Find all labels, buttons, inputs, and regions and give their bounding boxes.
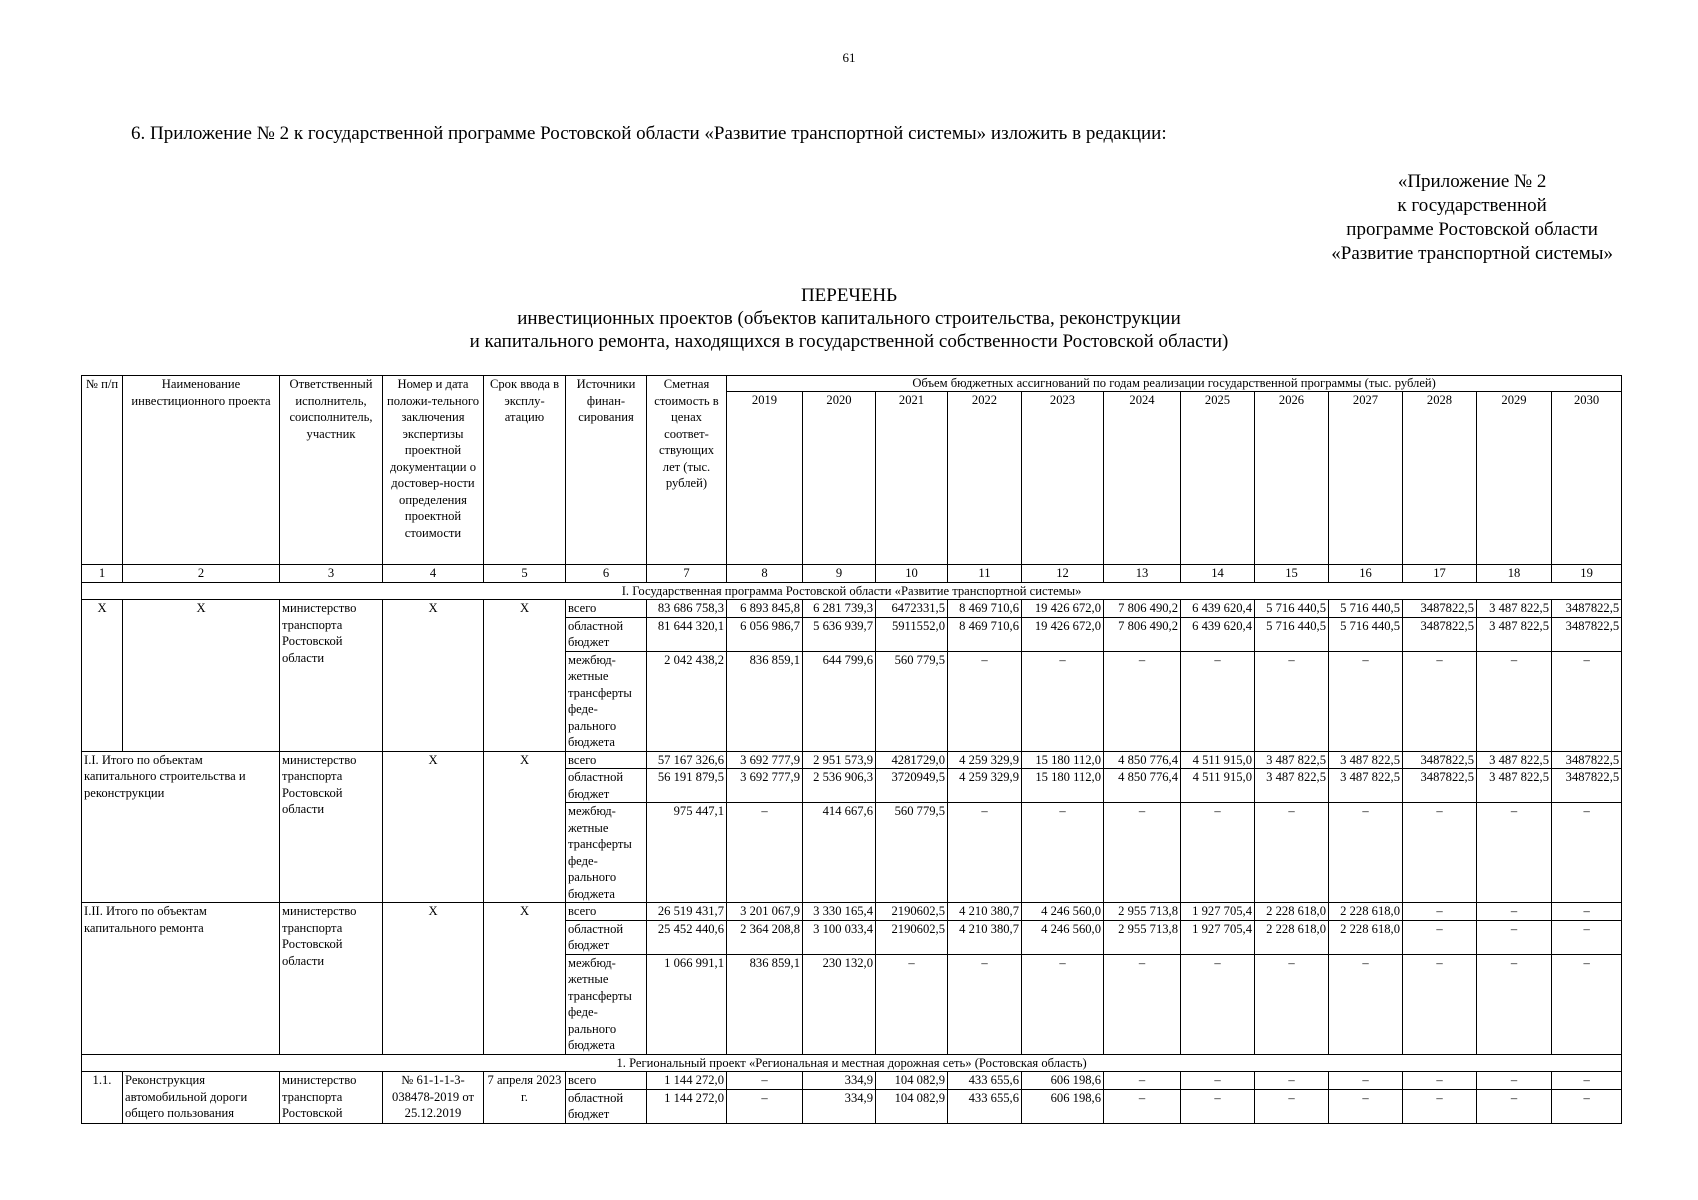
cell-amount: – xyxy=(1329,651,1403,751)
cell-amount: 104 082,9 xyxy=(876,1089,948,1123)
cell-amount: – xyxy=(1477,920,1552,954)
cell-amount: 5 716 440,5 xyxy=(1329,600,1403,618)
column-number: 11 xyxy=(948,565,1022,583)
cell-funding-source: межбюд-жетные трансферты феде-рального бюджета xyxy=(566,651,647,751)
cell-funding-source: областной бюджет xyxy=(566,1089,647,1123)
cell-amount: 3 100 033,4 xyxy=(803,920,876,954)
cell-amount: 4 850 776,4 xyxy=(1104,751,1181,769)
cell-name: I.II. Итого по объектам капитального ремонта xyxy=(82,903,280,1055)
cell-amount: – xyxy=(1255,651,1329,751)
title-heading: ПЕРЕЧЕНЬ xyxy=(800,285,898,306)
cell-amount: 2 228 618,0 xyxy=(1329,903,1403,921)
cell-amount: – xyxy=(1104,954,1181,1054)
column-number: 2 xyxy=(123,565,280,583)
cell-amount: 2 228 618,0 xyxy=(1255,903,1329,921)
cell-amount: 606 198,6 xyxy=(1022,1072,1104,1090)
cell-amount: 15 180 112,0 xyxy=(1022,769,1104,803)
cell-commissioning: X xyxy=(484,600,566,752)
cell-amount: – xyxy=(1552,1089,1622,1123)
cell-funding-source: межбюд-жетные трансферты феде-рального бюджета xyxy=(566,803,647,903)
cell-amount: 5 716 440,5 xyxy=(1329,617,1403,651)
cell-amount: 836 859,1 xyxy=(727,651,803,751)
header-year: 2022 xyxy=(948,392,1022,565)
table-row xyxy=(82,751,1622,769)
column-number: 8 xyxy=(727,565,803,583)
header-year: 2021 xyxy=(876,392,948,565)
cell-amount: – xyxy=(1022,651,1104,751)
cell-amount: 414 667,6 xyxy=(803,803,876,903)
section-program-row xyxy=(82,582,1622,600)
cell-amount: 836 859,1 xyxy=(727,954,803,1054)
cell-amount: 2 364 208,8 xyxy=(727,920,803,954)
cell-amount: 3 487 822,5 xyxy=(1329,751,1403,769)
cell-amount: – xyxy=(1022,803,1104,903)
cell-amount: – xyxy=(876,954,948,1054)
cell-amount: 15 180 112,0 xyxy=(1022,751,1104,769)
appendix-note xyxy=(1331,170,1613,266)
header-name: Наименование инвестиционного проекта xyxy=(123,376,280,565)
table-header xyxy=(82,376,1622,565)
cell-amount: – xyxy=(1104,651,1181,751)
cell-amount: 606 198,6 xyxy=(1022,1089,1104,1123)
column-number: 7 xyxy=(647,565,727,583)
cell-amount: 3487822,5 xyxy=(1552,769,1622,803)
table-body xyxy=(82,565,1622,1124)
cell-amount: 2 042 438,2 xyxy=(647,651,727,751)
cell-amount: 3720949,5 xyxy=(876,769,948,803)
cell-amount: 1 144 272,0 xyxy=(647,1072,727,1090)
cell-expertise: № 61-1-1-3-038478-2019 от 25.12.2019 xyxy=(383,1072,484,1124)
cell-amount: 2 955 713,8 xyxy=(1104,920,1181,954)
page-number: 61 xyxy=(842,50,856,65)
cell-amount: – xyxy=(1181,1072,1255,1090)
header-year: 2023 xyxy=(1022,392,1104,565)
cell-amount: – xyxy=(1552,920,1622,954)
section-project-row-cell: 1. Региональный проект «Региональная и местная дорожная сеть» (Ростовская область) xyxy=(82,1054,1622,1072)
cell-funding-source: межбюд-жетные трансферты феде-рального бюджета xyxy=(566,954,647,1054)
cell-amount: 1 927 705,4 xyxy=(1181,920,1255,954)
cell-amount: 6 281 739,3 xyxy=(803,600,876,618)
header-year: 2019 xyxy=(727,392,803,565)
cell-amount: 3487822,5 xyxy=(1403,600,1477,618)
cell-amount: – xyxy=(1403,1072,1477,1090)
cell-amount: 433 655,6 xyxy=(948,1089,1022,1123)
cell-amount: – xyxy=(1477,1089,1552,1123)
cell-amount: 560 779,5 xyxy=(876,651,948,751)
cell-amount: – xyxy=(1022,954,1104,1054)
cell-amount: – xyxy=(1403,920,1477,954)
header-year: 2020 xyxy=(803,392,876,565)
column-number: 6 xyxy=(566,565,647,583)
header-estimate: Сметная стоимость в ценах соответ-ствующих лет (тыс. рублей) xyxy=(647,376,727,565)
cell-amount: 5911552,0 xyxy=(876,617,948,651)
cell-amount: 7 806 490,2 xyxy=(1104,617,1181,651)
cell-amount: – xyxy=(1552,803,1622,903)
header-executor: Ответственный исполнитель, соисполнитель, участник xyxy=(280,376,383,565)
cell-amount: – xyxy=(1552,903,1622,921)
cell-amount: 5 716 440,5 xyxy=(1255,600,1329,618)
column-number: 3 xyxy=(280,565,383,583)
cell-amount: 3 487 822,5 xyxy=(1255,769,1329,803)
cell-amount: 1 927 705,4 xyxy=(1181,903,1255,921)
cell-executor: министерство транспорта Ростовской области xyxy=(280,751,383,903)
cell-amount: 3 692 777,9 xyxy=(727,769,803,803)
cell-executor: министерство транспорта Ростовской области xyxy=(280,903,383,1055)
cell-no: 1.1. xyxy=(82,1072,123,1124)
cell-amount: – xyxy=(1255,954,1329,1054)
cell-amount: – xyxy=(1477,651,1552,751)
header-year: 2028 xyxy=(1403,392,1477,565)
column-number: 12 xyxy=(1022,565,1104,583)
cell-funding-source: областной бюджет xyxy=(566,920,647,954)
cell-amount: 6 439 620,4 xyxy=(1181,617,1255,651)
cell-amount: – xyxy=(1477,1072,1552,1090)
cell-amount: 3487822,5 xyxy=(1552,600,1622,618)
header-year: 2030 xyxy=(1552,392,1622,565)
cell-amount: 4 210 380,7 xyxy=(948,903,1022,921)
appendix-note-line: программе Ростовской области xyxy=(1346,219,1598,240)
header-no: № п/п xyxy=(82,376,123,565)
cell-amount: 26 519 431,7 xyxy=(647,903,727,921)
cell-amount: 3487822,5 xyxy=(1403,617,1477,651)
appendix-note-line: к государственной xyxy=(1397,195,1547,216)
cell-amount: 975 447,1 xyxy=(647,803,727,903)
cell-amount: – xyxy=(1329,1072,1403,1090)
cell-commissioning: 7 апреля 2023 г. xyxy=(484,1072,566,1124)
cell-amount: 3487822,5 xyxy=(1552,751,1622,769)
cell-amount: 4 210 380,7 xyxy=(948,920,1022,954)
cell-amount: – xyxy=(1181,803,1255,903)
title-line-1: инвестиционных проектов (объектов капитального строительства, реконструкции xyxy=(517,308,1181,329)
cell-amount: 3487822,5 xyxy=(1552,617,1622,651)
cell-amount: – xyxy=(1403,954,1477,1054)
cell-amount: 3 487 822,5 xyxy=(1477,600,1552,618)
cell-amount: – xyxy=(727,803,803,903)
cell-amount: 3 487 822,5 xyxy=(1329,769,1403,803)
cell-amount: – xyxy=(1104,803,1181,903)
cell-amount: – xyxy=(1403,803,1477,903)
cell-amount: – xyxy=(727,1072,803,1090)
cell-amount: 4281729,0 xyxy=(876,751,948,769)
cell-amount: 334,9 xyxy=(803,1089,876,1123)
cell-amount: 6 893 845,8 xyxy=(727,600,803,618)
header-expertise: Номер и дата положи-тельного заключения экспертизы проектной документации о достовер-ности определения проектной стоимости xyxy=(383,376,484,565)
cell-amount: 19 426 672,0 xyxy=(1022,600,1104,618)
cell-amount: 3487822,5 xyxy=(1403,769,1477,803)
cell-amount: – xyxy=(1477,903,1552,921)
cell-funding-source: областной бюджет xyxy=(566,617,647,651)
column-number: 9 xyxy=(803,565,876,583)
cell-expertise: X xyxy=(383,751,484,903)
cell-amount: – xyxy=(1255,803,1329,903)
cell-amount: – xyxy=(1104,1089,1181,1123)
cell-amount: 6 056 986,7 xyxy=(727,617,803,651)
cell-amount: 6472331,5 xyxy=(876,600,948,618)
cell-amount: 230 132,0 xyxy=(803,954,876,1054)
cell-amount: 3 487 822,5 xyxy=(1477,769,1552,803)
cell-amount: – xyxy=(1181,954,1255,1054)
cell-no: X xyxy=(82,600,123,752)
table-row xyxy=(82,1072,1622,1090)
column-number: 19 xyxy=(1552,565,1622,583)
cell-funding-source: всего xyxy=(566,903,647,921)
column-number: 18 xyxy=(1477,565,1552,583)
table-row xyxy=(82,600,1622,618)
header-commissioning: Срок ввода в эксплу-атацию xyxy=(484,376,566,565)
cell-amount: 4 246 560,0 xyxy=(1022,920,1104,954)
cell-funding-source: всего xyxy=(566,600,647,618)
cell-funding-source: областной бюджет xyxy=(566,769,647,803)
cell-amount: – xyxy=(1552,1072,1622,1090)
cell-amount: 83 686 758,3 xyxy=(647,600,727,618)
cell-amount: – xyxy=(1255,1072,1329,1090)
column-number: 5 xyxy=(484,565,566,583)
cell-amount: 3 692 777,9 xyxy=(727,751,803,769)
cell-name: X xyxy=(123,600,280,752)
header-sources: Источники финан-сирования xyxy=(566,376,647,565)
column-number: 14 xyxy=(1181,565,1255,583)
column-number: 13 xyxy=(1104,565,1181,583)
cell-amount: 560 779,5 xyxy=(876,803,948,903)
appendix-note-line: «Развитие транспортной системы» xyxy=(1331,243,1613,264)
cell-amount: 3487822,5 xyxy=(1403,751,1477,769)
document-title xyxy=(0,284,1698,353)
cell-amount: – xyxy=(1403,651,1477,751)
cell-amount: 433 655,6 xyxy=(948,1072,1022,1090)
cell-amount: 5 716 440,5 xyxy=(1255,617,1329,651)
cell-funding-source: всего xyxy=(566,1072,647,1090)
cell-amount: – xyxy=(1552,651,1622,751)
cell-amount: 1 144 272,0 xyxy=(647,1089,727,1123)
cell-amount: 3 201 067,9 xyxy=(727,903,803,921)
cell-commissioning: X xyxy=(484,751,566,903)
cell-amount: 4 511 915,0 xyxy=(1181,751,1255,769)
column-number: 10 xyxy=(876,565,948,583)
column-number: 15 xyxy=(1255,565,1329,583)
cell-amount: 6 439 620,4 xyxy=(1181,600,1255,618)
cell-amount: 104 082,9 xyxy=(876,1072,948,1090)
cell-amount: 3 330 165,4 xyxy=(803,903,876,921)
cell-amount: 2 951 573,9 xyxy=(803,751,876,769)
cell-amount: 2190602,5 xyxy=(876,920,948,954)
header-year: 2025 xyxy=(1181,392,1255,565)
title-line-2: и капитального ремонта, находящихся в государственной собственности Ростовской области) xyxy=(469,331,1229,352)
investment-projects-table xyxy=(81,375,1622,1124)
cell-amount: 8 469 710,6 xyxy=(948,600,1022,618)
cell-amount: 7 806 490,2 xyxy=(1104,600,1181,618)
cell-amount: 3 487 822,5 xyxy=(1477,751,1552,769)
column-number: 16 xyxy=(1329,565,1403,583)
header-year: 2027 xyxy=(1329,392,1403,565)
cell-amount: – xyxy=(1403,903,1477,921)
cell-amount: – xyxy=(1477,803,1552,903)
cell-name: I.I. Итого по объектам капитального строительства и реконструкции xyxy=(82,751,280,903)
cell-amount: – xyxy=(1552,954,1622,1054)
cell-amount: 2 228 618,0 xyxy=(1329,920,1403,954)
column-number: 4 xyxy=(383,565,484,583)
header-budget: Объем бюджетных ассигнований по годам реализации государственной программы (тыс. рублей) xyxy=(727,376,1622,392)
column-number: 1 xyxy=(82,565,123,583)
cell-amount: – xyxy=(1181,1089,1255,1123)
intro-text: 6. Приложение № 2 к государственной программе Ростовской области «Развитие транспортной системы» изложить в редакции: xyxy=(131,123,1167,144)
cell-amount: 19 426 672,0 xyxy=(1022,617,1104,651)
cell-amount: – xyxy=(1104,1072,1181,1090)
cell-amount: 4 259 329,9 xyxy=(948,751,1022,769)
section-program-row-cell: I. Государственная программа Ростовской области «Развитие транспортной системы» xyxy=(82,582,1622,600)
header-year: 2026 xyxy=(1255,392,1329,565)
cell-amount: – xyxy=(948,651,1022,751)
cell-expertise: X xyxy=(383,600,484,752)
cell-amount: 81 644 320,1 xyxy=(647,617,727,651)
cell-amount: – xyxy=(1181,651,1255,751)
cell-amount: 56 191 879,5 xyxy=(647,769,727,803)
section-project-row xyxy=(82,1054,1622,1072)
cell-amount: 2190602,5 xyxy=(876,903,948,921)
cell-amount: 2 228 618,0 xyxy=(1255,920,1329,954)
cell-amount: 4 259 329,9 xyxy=(948,769,1022,803)
cell-amount: 334,9 xyxy=(803,1072,876,1090)
column-numbers-row xyxy=(82,565,1622,583)
cell-amount: – xyxy=(1477,954,1552,1054)
cell-amount: 644 799,6 xyxy=(803,651,876,751)
cell-expertise: X xyxy=(383,903,484,1055)
cell-amount: – xyxy=(1329,803,1403,903)
appendix-note-line: «Приложение № 2 xyxy=(1397,171,1547,192)
header-year: 2029 xyxy=(1477,392,1552,565)
cell-amount: 57 167 326,6 xyxy=(647,751,727,769)
cell-name: Реконструкция автомобильной дороги общего пользования xyxy=(123,1072,280,1124)
cell-amount: – xyxy=(948,954,1022,1054)
cell-amount: 2 536 906,3 xyxy=(803,769,876,803)
cell-executor: министерство транспорта Ростовской xyxy=(280,1072,383,1124)
cell-amount: 25 452 440,6 xyxy=(647,920,727,954)
cell-amount: 5 636 939,7 xyxy=(803,617,876,651)
cell-amount: 4 511 915,0 xyxy=(1181,769,1255,803)
cell-amount: – xyxy=(1329,1089,1403,1123)
cell-amount: – xyxy=(1329,954,1403,1054)
cell-amount: 4 850 776,4 xyxy=(1104,769,1181,803)
cell-amount: 3 487 822,5 xyxy=(1477,617,1552,651)
cell-funding-source: всего xyxy=(566,751,647,769)
cell-amount: 4 246 560,0 xyxy=(1022,903,1104,921)
cell-amount: 3 487 822,5 xyxy=(1255,751,1329,769)
cell-executor: министерство транспорта Ростовской области xyxy=(280,600,383,752)
column-number: 17 xyxy=(1403,565,1477,583)
cell-amount: 1 066 991,1 xyxy=(647,954,727,1054)
table-row xyxy=(82,903,1622,921)
cell-amount: – xyxy=(1403,1089,1477,1123)
cell-amount: 2 955 713,8 xyxy=(1104,903,1181,921)
cell-amount: – xyxy=(1255,1089,1329,1123)
cell-amount: – xyxy=(727,1089,803,1123)
header-row xyxy=(82,376,1622,392)
cell-amount: – xyxy=(948,803,1022,903)
cell-commissioning: X xyxy=(484,903,566,1055)
header-year: 2024 xyxy=(1104,392,1181,565)
cell-amount: 8 469 710,6 xyxy=(948,617,1022,651)
